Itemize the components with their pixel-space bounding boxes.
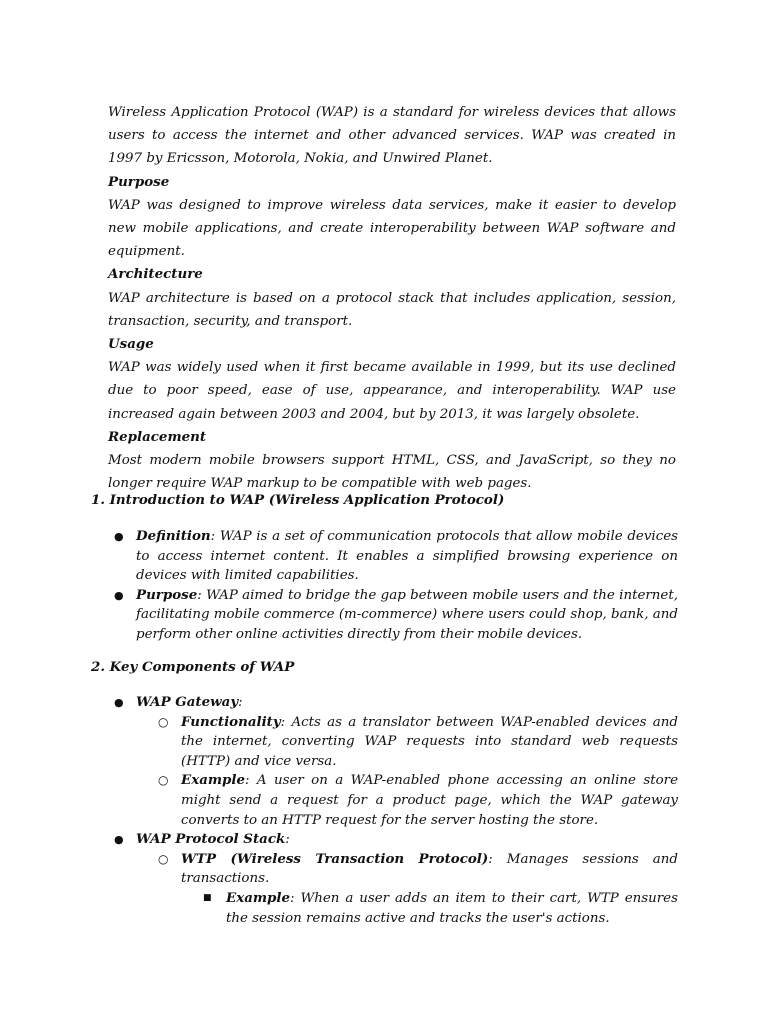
list-item-definition [112,527,678,586]
term-label: Purpose [136,586,198,603]
usage-heading: Usage [108,336,154,353]
section-2-heading: 2. Key Components of WAP [91,659,295,675]
term-separator: : [280,714,292,730]
term-label: Example [226,889,291,906]
list-item-functionality [112,713,678,772]
bullet-marker: ● [114,588,124,602]
list-item-text [226,889,678,928]
term-separator: : [238,695,243,710]
term-separator: : [245,773,257,789]
list-item-text [181,771,678,830]
purpose-paragraph: WAP was designed to improve wireless data services, make it easier to develop new mobile applications, and create interoperability between WAP software and equipment. [108,197,676,260]
item-description: A user on a WAP-enabled phone accessing an online store might send a request for a product page, which the WAP gateway converts to an HTTP request for the server hosting the store. [181,773,678,828]
term-label: Definition [136,528,211,544]
usage-paragraph: WAP was widely used when it first became available in 1999, but its use declined due to poor speed, ease of use, appearance, and interoperability. WAP use increased again between 2003 and 2004, but by 2013, it was largely obsolete. [108,360,676,422]
list-item-text [136,830,678,850]
list-item-text [136,586,678,645]
list-item-wtp-example [112,889,678,928]
item-description: Acts as a translator between WAP-enabled devices and the internet, converting WAP requests into standard web requests (HTTP) and vice versa. [181,714,678,769]
list-item-text [181,850,678,889]
term-label: Example [181,772,246,789]
item-description: When a user adds an item to their cart, WTP ensures the session remains active and tracks the user's actions. [226,890,678,926]
term-separator: : [488,851,507,867]
circle-marker: ○ [158,773,169,788]
section-1-heading: 1. Introduction to WAP (Wireless Application Protocol) [91,492,505,508]
purpose-heading: Purpose [108,173,170,190]
bullet-marker: ● [114,696,124,709]
list-item-wap-gateway [112,693,678,713]
item-description: Manages sessions and transactions. [181,851,678,887]
list-item-text [181,713,678,772]
list-item-wtp [112,850,678,889]
square-marker: ■ [203,892,212,903]
replacement-heading: Replacement [108,428,207,445]
term-label: WAP Protocol Stack [136,831,286,848]
term-separator: : [290,890,301,906]
term-separator: : [197,587,207,603]
circle-marker: ○ [158,714,169,729]
replacement-paragraph: Most modern mobile browsers support HTML, CSS, and JavaScript, so they no longer require WAP markup to be compatible with web pages. [108,453,676,492]
architecture-paragraph: WAP architecture is based on a protocol stack that includes application, session, transaction, security, and transport. [108,290,676,329]
item-description: WAP aimed to bridge the gap between mobile users and the internet, facilitating mobile commerce (m-commerce) where users could shop, bank, and perform other online activities directly from their mobile devices. [136,587,678,642]
list-item-protocol-stack [112,830,678,850]
list-item-text [136,693,678,713]
list-item-purpose [112,586,678,645]
term-label: WAP Gateway [136,694,239,710]
intro-paragraph: Wireless Application Protocol (WAP) is a standard for wireless devices that allows users to access the internet and other advanced services. WAP was created in 1997 by Ericsson, Motorola, Nokia, and Unwired Planet. [108,105,676,167]
section-2-list [112,693,678,928]
item-description: WAP is a set of communication protocols that allow mobile devices to access internet content. It enables a simplified browsing experience on devices with limited capabilities. [136,529,678,584]
term-label: Functionality [181,713,281,730]
list-item-text [136,527,678,586]
bullet-marker: ● [114,530,124,543]
circle-marker: ○ [158,851,169,866]
term-separator: : [285,832,290,848]
intro-block [108,101,676,495]
list-item-gateway-example [112,771,678,830]
section-1-list [112,527,678,645]
bullet-marker: ● [114,833,124,847]
architecture-heading: Architecture [108,266,203,283]
term-separator: : [210,529,220,544]
term-label: WTP (Wireless Transaction Protocol) [181,850,489,867]
